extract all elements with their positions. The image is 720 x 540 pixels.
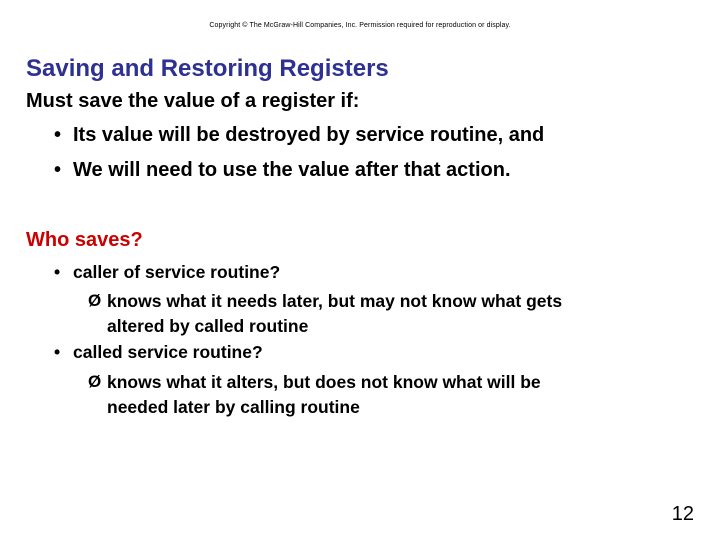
copyright-notice: Copyright © The McGraw-Hill Companies, Inc. Permission required for reproduction or display.: [209, 22, 511, 29]
condition-item: Its value will be destroyed by service routine, and: [73, 124, 545, 146]
option-detail: altered by called routine: [107, 316, 309, 336]
option-label: called service routine?: [73, 342, 263, 362]
arrow-bullet-icon: Ø: [88, 291, 102, 310]
bullet-icon: •: [54, 262, 61, 282]
bullet-icon: •: [54, 159, 62, 181]
option-label: caller of service routine?: [73, 262, 281, 282]
page-number: 12: [671, 503, 694, 525]
option-detail: knows what it alters, but does not know what will be: [107, 372, 541, 392]
condition-item: We will need to use the value after that action.: [73, 159, 511, 181]
arrow-bullet-icon: Ø: [88, 372, 102, 391]
option-detail: knows what it needs later, but may not know what gets: [107, 291, 563, 311]
who-saves-heading: Who saves?: [26, 229, 143, 251]
option-detail: needed later by calling routine: [107, 397, 360, 417]
slide-title: Saving and Restoring Registers: [26, 55, 389, 82]
intro-text: Must save the value of a register if:: [26, 90, 360, 112]
bullet-icon: •: [54, 342, 61, 362]
bullet-icon: •: [54, 124, 62, 146]
